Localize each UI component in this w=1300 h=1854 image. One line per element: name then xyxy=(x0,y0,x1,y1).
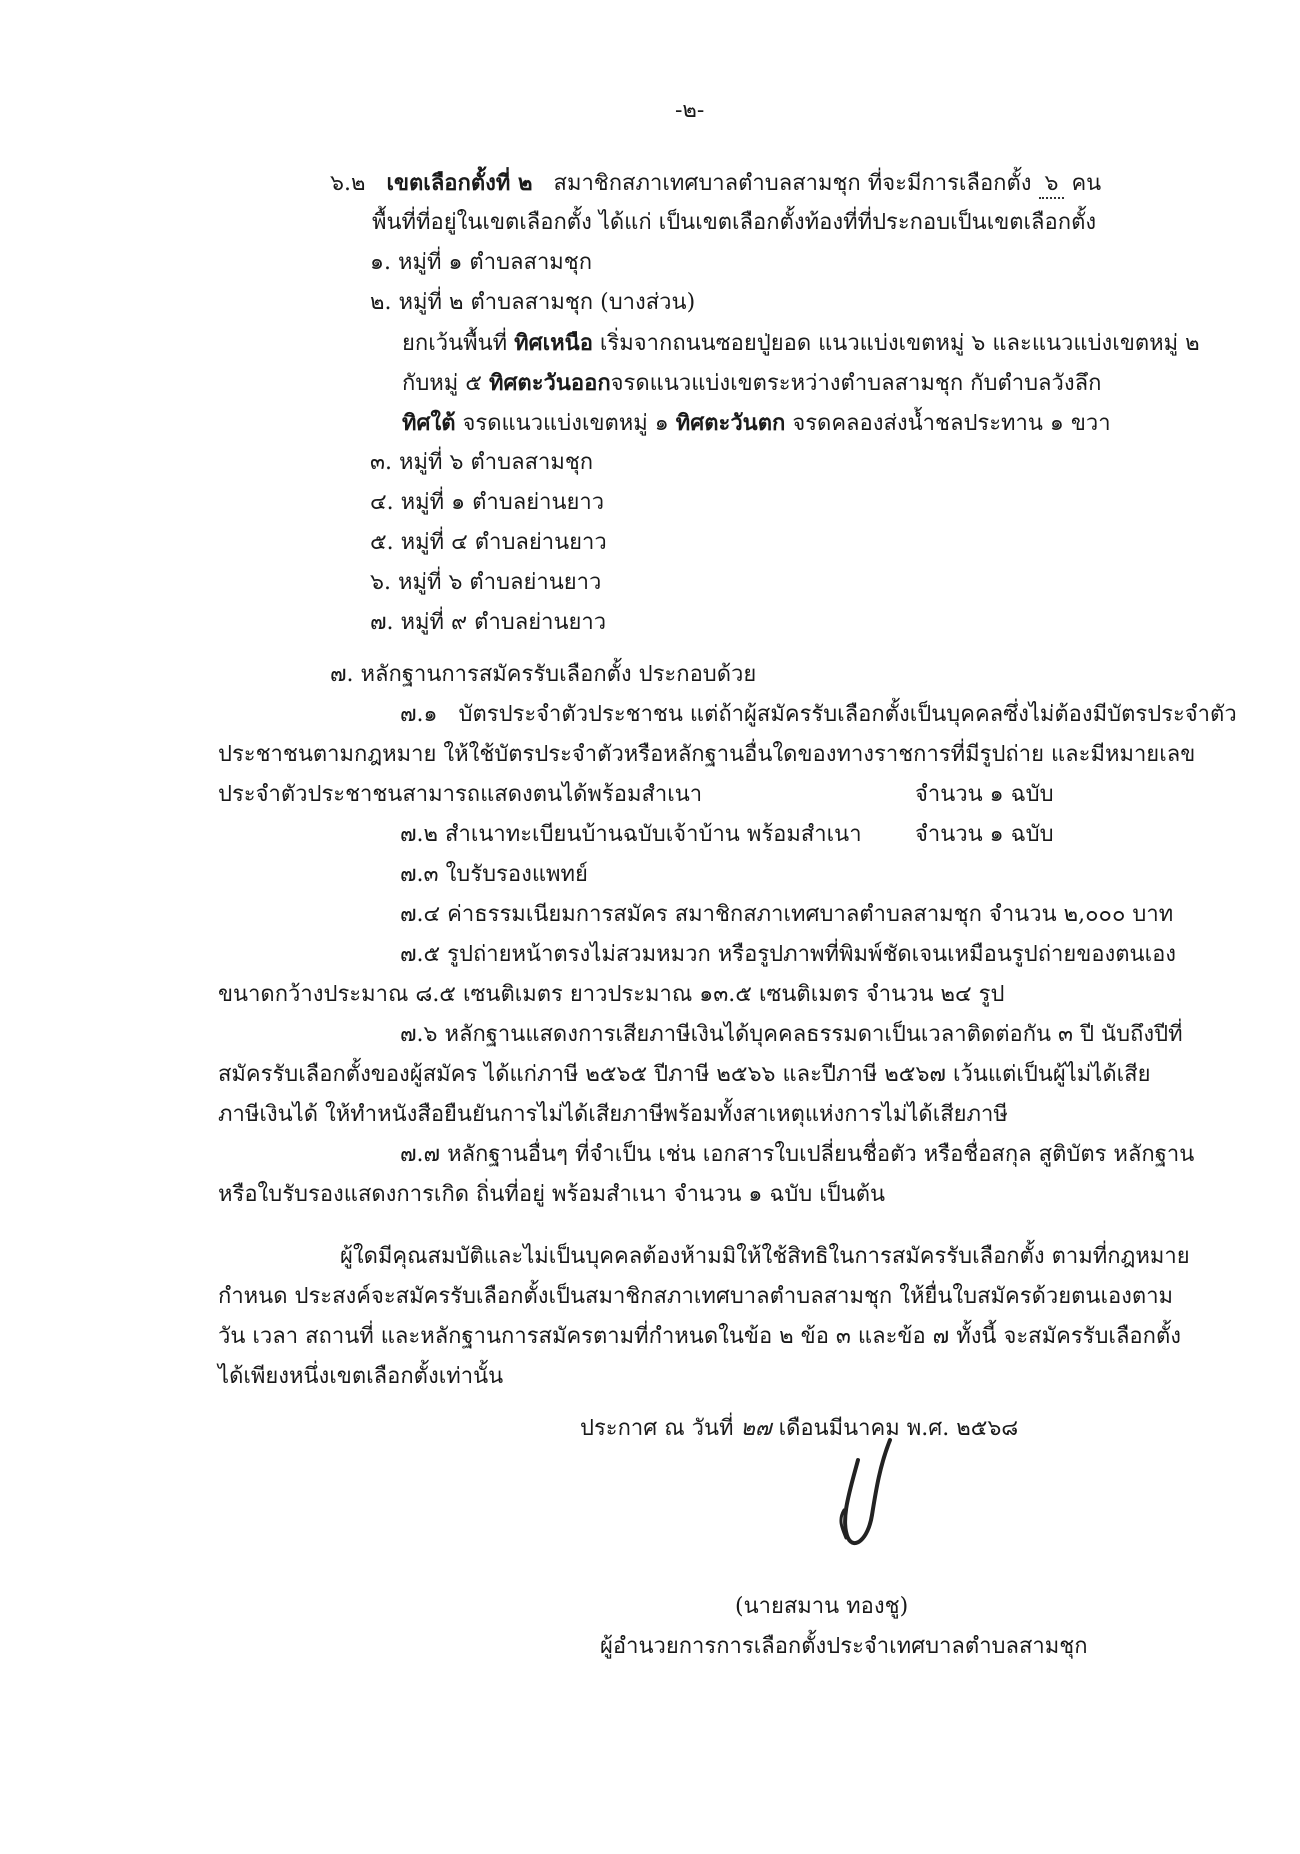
s7-6-line-2: สมัครรับเลือกตั้งของผู้สมัคร ได้แก่ภาษี ๒๕๖๕ ปีภาษี ๒๕๖๖ และปีภาษี ๒๕๖๗ เว้นแต่เป็นผู้ไม่ได้เสีย xyxy=(218,1062,1151,1087)
exception-line-1 xyxy=(402,330,1200,357)
signatory-name: (นายสมาน ทองชู) xyxy=(735,1594,909,1619)
signatory-title: ผู้อำนวยการการเลือกตั้งประจำเทศบาลตำบลสามชุก xyxy=(600,1634,1088,1659)
exception-line-2 xyxy=(402,370,1101,397)
s7-1-text: บัตรประจำตัวประชาชน แต่ถ้าผู้สมัครรับเลือกตั้งเป็นบุคคลซึ่งไม่ต้องมีบัตรประจำตัว xyxy=(458,702,1237,727)
exception-text: จรดแนวแบ่งเขตหมู่ ๑ xyxy=(455,411,676,436)
item-number: ๒. xyxy=(370,290,392,315)
exception-text: กับหมู่ ๕ xyxy=(402,371,489,396)
s7-4-text: ๗.๔ ค่าธรรมเนียมการสมัคร สมาชิกสภาเทศบาลตำบลสามชุก จำนวน ๒,๐๐๐ บาท xyxy=(400,902,1174,927)
s7-6-line-3: ภาษีเงินได้ ให้ทำหนังสือยืนยันการไม่ได้เสียภาษีพร้อมทั้งสาเหตุแห่งการไม่ได้เสียภาษี xyxy=(218,1102,1008,1127)
s7-7-line-2: หรือใบรับรองแสดงการเกิด ถิ่นที่อยู่ พร้อมสำเนา จำนวน ๑ ฉบับ เป็นต้น xyxy=(218,1182,886,1207)
exception-text: จรดคลองส่งน้ำชลประทาน ๑ ขวา xyxy=(785,411,1111,436)
exception-line-3 xyxy=(402,410,1111,437)
announcement-text: ประกาศ ณ วันที่ xyxy=(580,1416,734,1441)
item-text: หมู่ที่ ๑ ตำบลย่านยาว xyxy=(400,490,605,515)
direction-west: ทิศตะวันตก xyxy=(675,410,786,436)
list-item xyxy=(370,450,593,476)
area-text: พื้นที่ที่อยู่ในเขตเลือกตั้ง ได้แก่ เป็นเขตเลือกตั้งท้องที่ที่ประกอบเป็นเขตเลือกตั้ง xyxy=(372,210,1097,235)
s7-7-line-1: ๗.๗ หลักฐานอื่นๆ ที่จำเป็น เช่น เอกสารใบเปลี่ยนชื่อตัว หรือชื่อสกุล สูติบัตร หลักฐาน xyxy=(400,1142,1195,1167)
seats-value: ๖ xyxy=(1039,171,1065,199)
list-item xyxy=(370,250,592,276)
list-item xyxy=(370,290,695,316)
item-number: ๖. xyxy=(370,570,391,595)
s7-6-line-1: ๗.๖ หลักฐานแสดงการเสียภาษีเงินได้บุคคลธรรมดาเป็นเวลาติดต่อกัน ๓ ปี นับถึงปีที่ xyxy=(400,1022,1183,1047)
list-item xyxy=(370,610,606,636)
s7-1-quantity: จำนวน ๑ ฉบับ xyxy=(915,782,1054,807)
closing-line-2: กำหนด ประสงค์จะสมัครรับเลือกตั้งเป็นสมาชิกสภาเทศบาลตำบลสามชุก ให้ยื่นใบสมัครด้วยตนเองตาม xyxy=(218,1284,1174,1309)
item-text: หมู่ที่ ๖ ตำบลย่านยาว xyxy=(397,570,602,595)
direction-north: ทิศเหนือ xyxy=(514,330,593,356)
exception-text: ยกเว้นพื้นที่ xyxy=(402,331,515,356)
s7-1-number: ๗.๑ xyxy=(400,702,438,727)
s7-1-line-1 xyxy=(400,702,1237,728)
signature-icon xyxy=(820,1420,900,1570)
announcement-line xyxy=(580,1416,1018,1442)
s7-3-text: ๗.๓ ใบรับรองแพทย์ xyxy=(400,862,588,887)
direction-south: ทิศใต้ xyxy=(402,410,456,436)
s7-2-quantity: จำนวน ๑ ฉบับ xyxy=(915,822,1054,847)
item-number: ๕. xyxy=(370,530,394,555)
handwritten-day: ๒๗ xyxy=(740,1416,772,1441)
exception-text: จรดแนวแบ่งเขตระหว่างตำบลสามชุก กับตำบลวังลึก xyxy=(610,371,1102,396)
section-7-heading: ๗. หลักฐานการสมัครรับเลือกตั้ง ประกอบด้วย xyxy=(330,662,757,687)
list-item xyxy=(370,490,604,516)
exception-text: เริ่มจากถนนซอยปู่ยอด แนวแบ่งเขตหมู่ ๖ และแนวแบ่งเขตหมู่ ๒ xyxy=(592,331,1200,356)
list-item xyxy=(370,570,601,596)
item-text: หมู่ที่ ๙ ตำบลย่านยาว xyxy=(400,610,607,635)
closing-line-1: ผู้ใดมีคุณสมบัติและไม่เป็นบุคคลต้องห้ามมิให้ใช้สิทธิในการสมัครรับเลือกตั้ง ตามที่กฎหมาย xyxy=(340,1244,1190,1269)
item-text: หมู่ที่ ๑ ตำบลสามชุก xyxy=(397,250,593,275)
page-number: -๒- xyxy=(675,98,705,123)
zone-label: เขตเลือกตั้งที่ ๒ xyxy=(386,170,533,196)
closing-line-4: ได้เพียงหนึ่งเขตเลือกตั้งเท่านั้น xyxy=(218,1364,504,1389)
item-number: ๑. xyxy=(370,250,391,275)
s7-5-line-2: ขนาดกว้างประมาณ ๘.๕ เซนติเมตร ยาวประมาณ ๑๓.๕ เซนติเมตร จำนวน ๒๔ รูป xyxy=(218,982,1005,1007)
seats-text: สมาชิกสภาเทศบาลตำบลสามชุก ที่จะมีการเลือกตั้ง xyxy=(553,171,1032,196)
s7-1-line-3: ประจำตัวประชาชนสามารถแสดงตนได้พร้อมสำเนา xyxy=(218,782,703,807)
section-number: ๖.๒ xyxy=(330,171,366,196)
item-text: หมู่ที่ ๔ ตำบลย่านยาว xyxy=(400,530,607,555)
item-number: ๔. xyxy=(370,490,394,515)
item-number: ๗. xyxy=(370,610,394,635)
list-item xyxy=(370,530,607,556)
s7-2-text: ๗.๒ สำเนาทะเบียนบ้านฉบับเจ้าบ้าน พร้อมสำเนา xyxy=(400,822,862,847)
direction-east: ทิศตะวันออก xyxy=(488,370,611,396)
closing-line-3: วัน เวลา สถานที่ และหลักฐานการสมัครตามที่กำหนดในข้อ ๒ ข้อ ๓ และข้อ ๗ ทั้งนี้ จะสมัครรับเลือกตั้ง xyxy=(218,1324,1181,1349)
announcement-date: เดือนมีนาคม พ.ศ. ๒๕๖๘ xyxy=(778,1416,1019,1441)
item-number: ๓. xyxy=(370,450,393,475)
section-6-2-heading xyxy=(330,170,1101,199)
s7-5-line-1: ๗.๕ รูปถ่ายหน้าตรงไม่สวมหมวก หรือรูปภาพที่พิมพ์ชัดเจนเหมือนรูปถ่ายของตนเอง xyxy=(400,942,1177,967)
seats-unit: คน xyxy=(1071,171,1102,196)
item-text: หมู่ที่ ๖ ตำบลสามชุก xyxy=(399,450,594,475)
item-text: หมู่ที่ ๒ ตำบลสามชุก (บางส่วน) xyxy=(398,290,696,315)
s7-1-line-2: ประชาชนตามกฎหมาย ให้ใช้บัตรประจำตัวหรือหลักฐานอื่นใดของทางราชการที่มีรูปถ่าย และมีหมายเลข xyxy=(218,742,1196,767)
